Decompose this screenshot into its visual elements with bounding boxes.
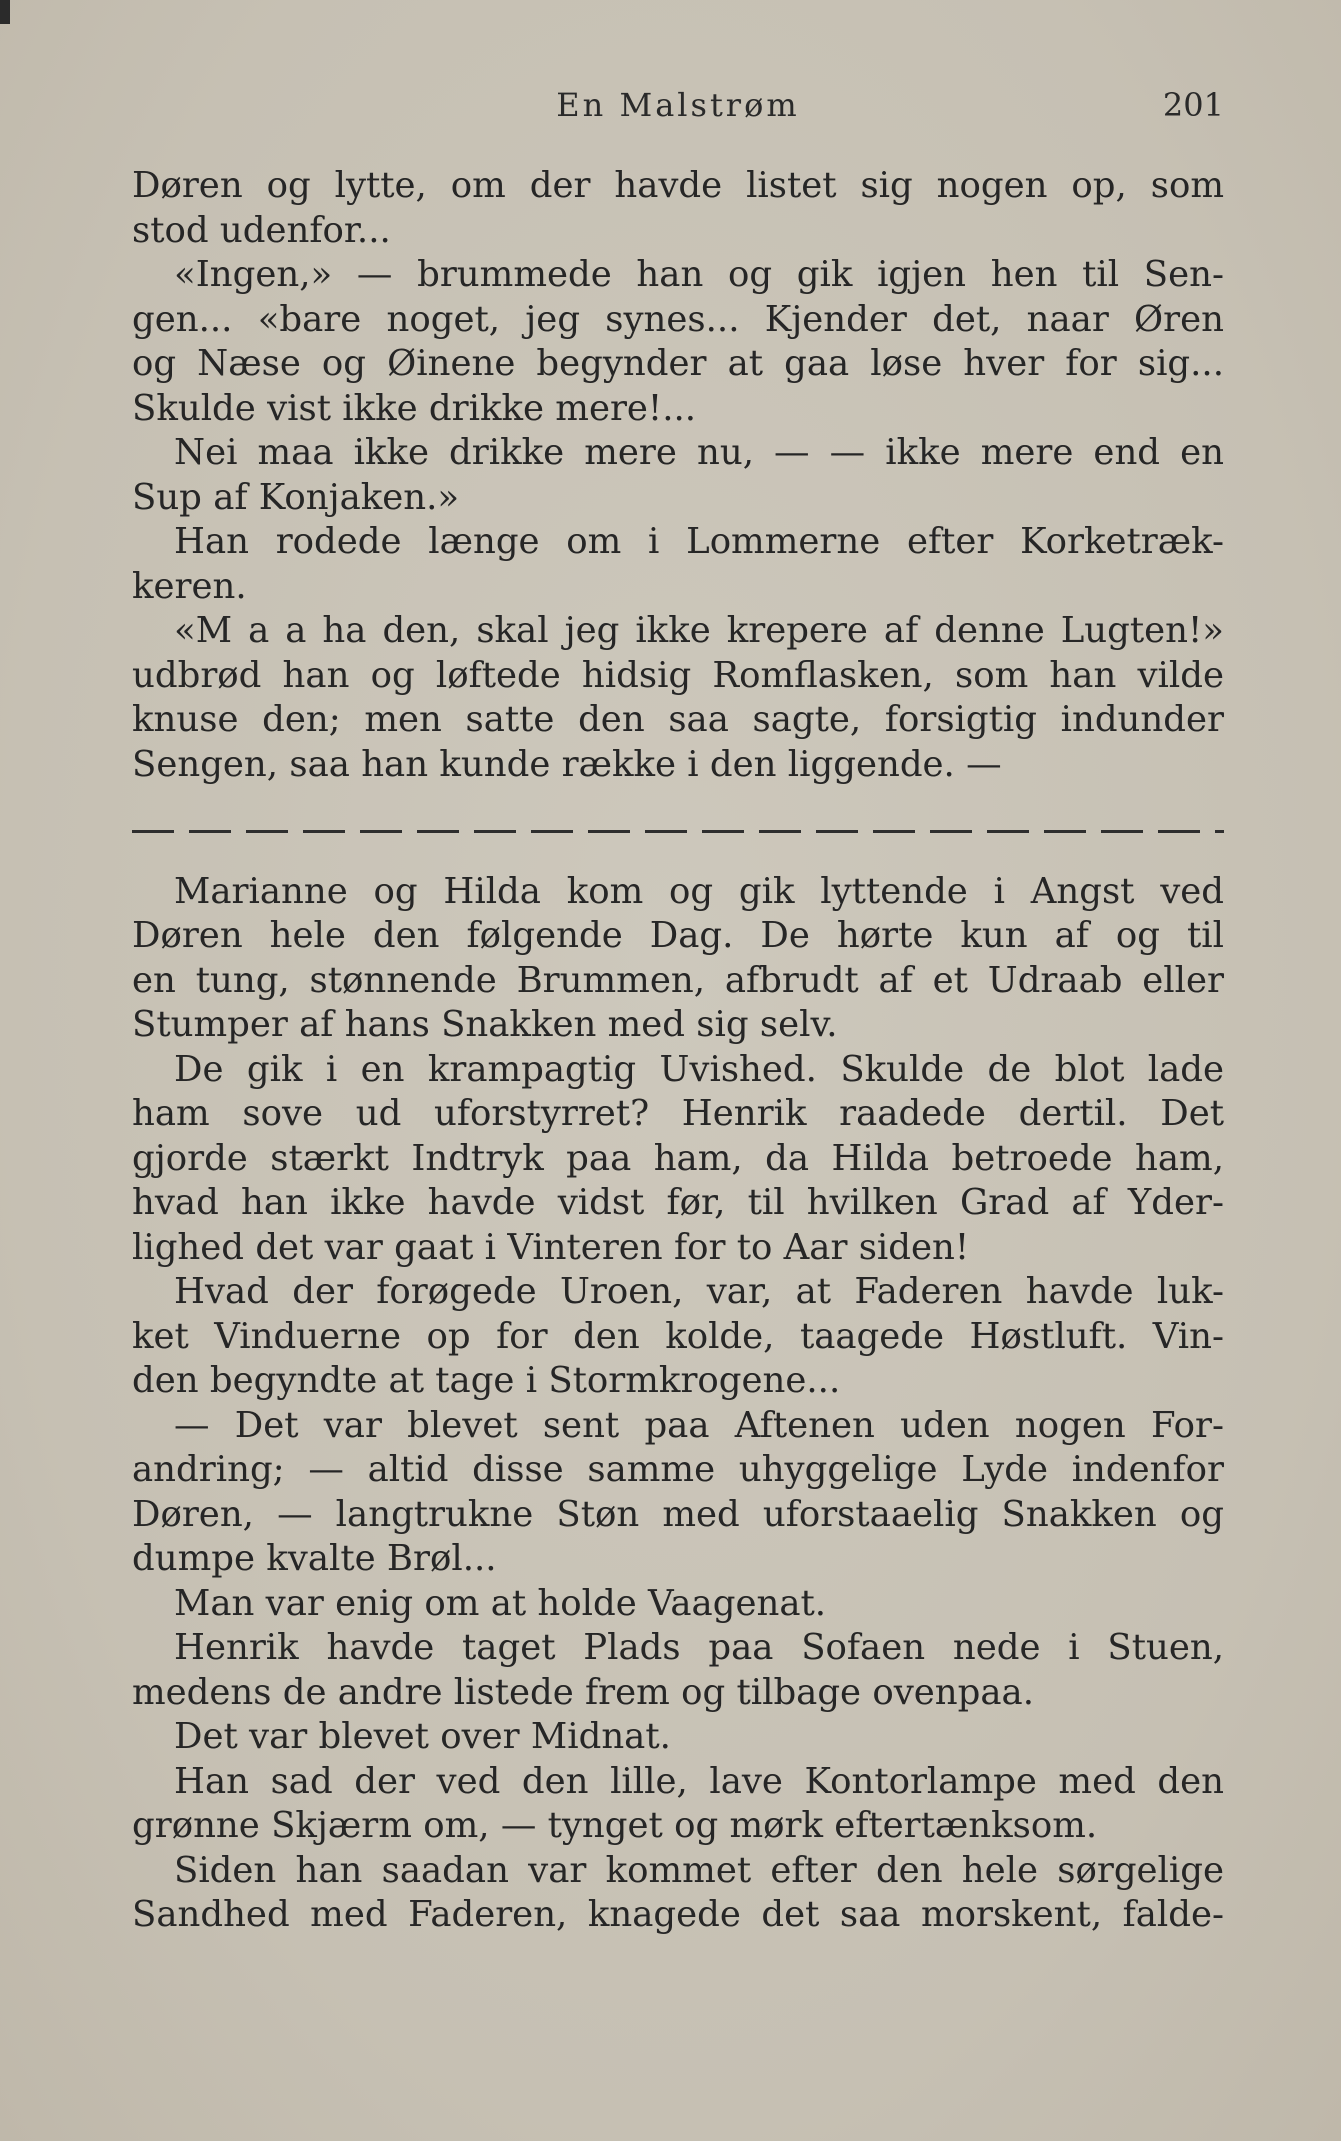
text-line: Han sad der ved den lille, lave Kontorlampe med den [174, 1760, 1224, 1802]
text-line: Hvad der forøgede Uroen, var, at Faderen havde luk- [174, 1271, 1224, 1312]
text-line: Stumper af hans Snakken med sig selv. [132, 1004, 838, 1045]
text-line: Siden han saadan var kommet efter den hele sørgelige [174, 1849, 1224, 1891]
text-line: Han rodede længe om i Lommerne efter Korketræk- [174, 521, 1224, 562]
text-line: Skulde vist ikke drikke mere!... [132, 387, 697, 429]
text-line: den begyndte at tage i Stormkrogene... [132, 1360, 841, 1401]
text-line: Nei maa ikke drikke mere nu, — — ikke mere end en [174, 432, 1224, 473]
text-line: keren. [132, 565, 247, 607]
text-line: Sandhed med Faderen, knagede det saa morskent, falde- [132, 1894, 1224, 1935]
text-line: Man var enig om at holde Vaagenat. [174, 1582, 827, 1624]
text-line: grønne Skjærm om, — tynget og mørk eftertænksom. [132, 1805, 1098, 1846]
text-line: Døren og lytte, om der havde listet sig nogen op, som [132, 165, 1224, 206]
text-line: en tung, stønnende Brummen, afbrudt af et Udraab eller [132, 959, 1224, 1001]
text-line: og Næse og Øinene begynder at gaa løse hver for sig... [132, 343, 1224, 384]
text-line: stod udenfor... [132, 209, 391, 251]
page-number: 201 [1162, 86, 1224, 124]
text-line: ket Vinduerne op for den kolde, taagede Høstluft. Vin- [132, 1315, 1224, 1357]
text-line: Henrik havde taget Plads paa Sofaen nede i Stuen, [174, 1627, 1224, 1668]
text-line: Det var blevet over Midnat. [174, 1716, 671, 1757]
page-header [132, 86, 1224, 136]
text-line: udbrød han og løftede hidsig Romflasken, som han vilde [132, 654, 1224, 696]
text-line: — Det var blevet sent paa Aftenen uden nogen For- [174, 1404, 1224, 1446]
text-line: medens de andre listede frem og tilbage ovenpaa. [132, 1671, 1034, 1713]
text-line: hvad han ikke havde vidst før, til hvilken Grad af Yder- [132, 1182, 1224, 1223]
section-separator [132, 809, 1224, 854]
text-line: «Ingen,» — brummede han og gik igjen hen til Sen- [174, 254, 1224, 295]
text-line: Marianne og Hilda kom og gik lyttende i Angst ved [174, 870, 1224, 912]
text-line: De gik i en krampagtig Uvished. Skulde de blot lade [174, 1048, 1224, 1090]
text-line: gjorde stærkt Indtryk paa ham, da Hilda betroede ham, [132, 1137, 1224, 1179]
running-title: En Malstrøm [556, 86, 800, 124]
body-text [132, 164, 1224, 1938]
text-line: knuse den; men satte den saa sagte, forsigtig indunder [132, 699, 1224, 740]
text-line: «M a a ha den, skal jeg ikke krepere af denne Lugten!» [174, 610, 1224, 651]
text-line: Døren hele den følgende Dag. De hørte kun af og til [132, 915, 1224, 956]
text-line: Døren, — langtrukne Støn med uforstaaelig Snakken og [132, 1493, 1224, 1535]
text-line: dumpe kvalte Brøl... [132, 1538, 497, 1579]
text-line: ham sove ud uforstyrret? Henrik raadede dertil. Det [132, 1093, 1224, 1134]
text-line: gen... «bare noget, jeg synes... Kjender det, naar Øren [132, 298, 1224, 340]
text-line: andring; — altid disse samme uhyggelige Lyde indenfor [132, 1449, 1224, 1490]
text-line: Sup af Konjaken.» [132, 476, 460, 518]
text-line: lighed det var gaat i Vinteren for to Aar siden! [132, 1226, 970, 1268]
ink-blot [0, 0, 10, 24]
dashed-rule [132, 830, 1224, 833]
text-line: Sengen, saa han kunde række i den liggende. — [132, 743, 1002, 785]
